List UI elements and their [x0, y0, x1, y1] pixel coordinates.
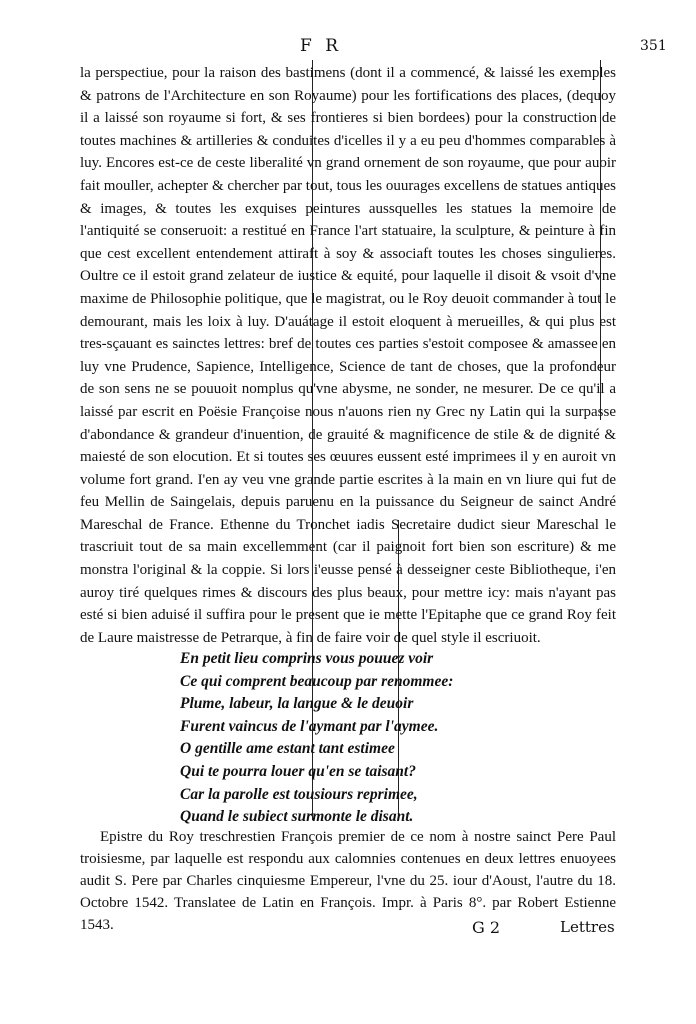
verse-line: Plume, labeur, la langue & le deuoir — [180, 695, 414, 713]
verse-line: Furent vaincus de l'aymant par l'aymee. — [180, 717, 439, 735]
epitaph-verse — [180, 648, 580, 829]
verse-line: Ce qui comprent beaucoup par renommee: — [180, 672, 454, 690]
verse-line: O gentille ame estant tant estimee — [180, 740, 395, 758]
verse-line: Qui te pourra louer qu'en se taisant? — [180, 762, 416, 780]
epistle-paragraph: Epistre du Roy treschrestien François premier de ce nom à nostre sainct Pere Paul troisiesme, par laquelle est respondu aux calomnies contenues en deux lettres enuoyees audit S. Pere par Charles cinquiesme Empereur, l'vne du 25. iour d'Aoust, l'autre du 18. Octobre 1542. Translatee de Latin en François. Impr. à Paris 8°. par Robert Estienne 1543. — [80, 829, 616, 933]
verse-line: Car la parolle est tousiours reprimee, — [180, 785, 418, 803]
page-number: 351 — [640, 38, 667, 54]
catchword: Lettres — [560, 918, 615, 936]
verse-line: En petit lieu comprins vous pouuez voir — [180, 650, 434, 667]
epistle-entry — [80, 826, 616, 936]
main-text — [80, 62, 616, 649]
signature-mark: G 2 — [472, 918, 501, 937]
running-head: F R — [300, 36, 342, 56]
body-paragraph: la perspectiue, pour la raison des bastimens (dont il a commencé, & laissé les exemples & patrons de l'Architecture en son Royaume) pour les fortifications des places, (dequoy il a laissé son royaume si fort, & ses frontieres si bien bordees) pour la construction de toutes machines & artilleries & conduites d'icelles il y a eu peu d'hommes comparables à luy. Encores est-ce de ceste liberalité vn grand ornement de son royaume, que pour auoir fait mouller, achepter & chercher par tout, tous les ouurages excellens de statues antiques & images, & toutes les exquises peintures aussquelles les statues la memoire de l'antiquité se conseruoit: a restitué en France l'art statuaire, la sculpture, & peinture à fin que cest excellent entendement attiraft à soy & associaft toutes les choses singulieres. Oultre ce il estoit grand zelateur de iustice & equité, pour laquelle il disoit & vsoit d'vne maxime de Philosophie politique, que le magistrat, ou le Roy deuoit commander à tout le demourant, mais les loix à luy. D'auátage il estoit eloquent à merueilles, & qui plus est tres-sçauant es sainctes lettres: bref de toutes ces parties s'estoit composee & amassee en luy vne Prudence, Sapience, Intelligence, Science de tant de choses, que la profondeur de son sens ne se pouuoit nomplus qu'vne abysme, ne sonder, ne mesurer. De ce qu'il a laissé par escrit en Poësie Françoise nous n'auons rien ny Grec ny Latin qui la surpasse d'abondance & grandeur d'inuention, de grauité & magnificence de stile & de dignité & maiesté de son elocution. Et si toutes ses œuures eussent esté imprimees il y en auroit vn volume fort grand. I'en ay veu vne grande partie escrites à la main en vn liure qui fut de feu Mellin de Saingelais, depuis paruenu en la puissance du Seigneur de sainct André Mareschal de France. Ethenne du Tronchet iadis Secretaire dudict sieur Mareschal le trascriuit tout de sa main excellemment (car il paignoit fort bien son escriture) & me monstra l'original & la coppie. Si lors i'eusse pensé à desseigner ceste Bibliotheque, i'en auroy tiré quelques rimes & discours des plus beaux, pour mettre icy: mais n'ayant pas esté si bien aduisé il suffira pour le present que ie mette l'Epitaphe que ce grand Roy feit de Laure maistresse de Petrarque, à fin de faire voir de quel style il escriuoit. — [80, 65, 616, 646]
verse-line: Quand le subiect surmonte le disant. — [180, 808, 414, 826]
